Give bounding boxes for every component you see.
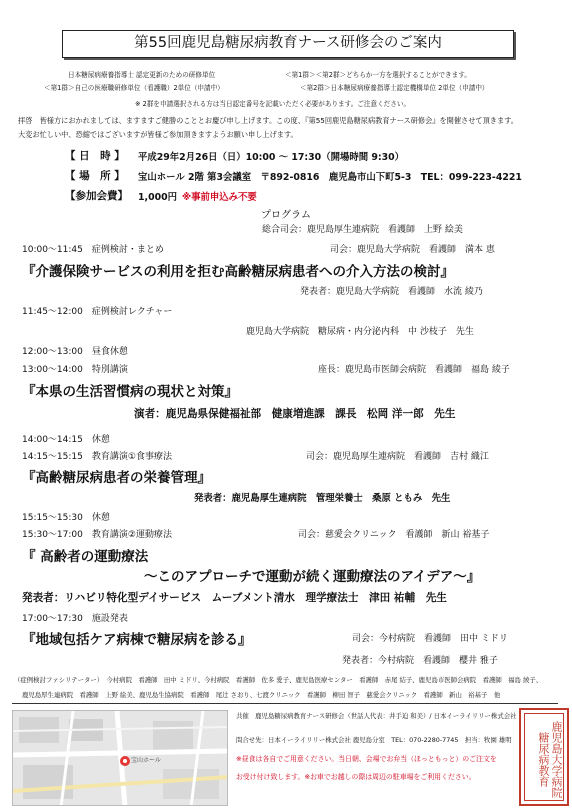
- place-value: 宝山ホール 2階 第3会議室 〒892-0816 鹿児島市山下町5-3 TEL：099-223-4221: [138, 172, 522, 183]
- s1-title: 『介護保険サービスの利用を拒む高齢糖尿病患者への介入方法の検討』: [22, 264, 454, 280]
- footer-note-2: お受け付け致します。※お車でお越しの際は周辺の駐車場をご利用ください。: [236, 773, 476, 781]
- map-block: [163, 769, 219, 799]
- credit-line-1b: ＜第1群＞＜第2群＞どちらか一方を選択することができます。: [285, 71, 471, 79]
- map-venue-label: 宝山ホール: [131, 757, 161, 764]
- s8-presenter: 発表者：リハビリ特化型デイサービス ムーブメント清水 理学療法士 津田 祐輔 先生: [22, 592, 447, 604]
- s4-moderator: 座長：鹿児島市医師会病院 看護師 福島 綾子: [318, 365, 510, 375]
- s7-time: 15:15～15:30 休憩: [22, 513, 110, 523]
- map-graphic: [13, 711, 228, 806]
- location-pin-icon: [123, 759, 127, 763]
- s9-moderator: 司会：今村病院 看護師 田中 ミドリ: [352, 634, 508, 644]
- fee-value: 1,000円: [138, 192, 178, 203]
- date-value: 平成29年2月26日（日）10:00 ～ 17:30（開場時間 9:30）: [138, 152, 405, 163]
- s8-title-line-2: ～このアプローチで運動が続く運動療法のアイデア～』: [144, 569, 481, 585]
- venue-map: [12, 710, 228, 806]
- facilitators-line-2: 鹿児島厚生連病院 看護師 上野 絵美、鹿児島生協病院 看護師 尾辻 さおり、七渡クリニック 看護師 柳田 智子 慈愛会クリニック 看護師 新山 裕基子 他: [22, 691, 501, 699]
- s4-title: 『本県の生活習慣病の現状と対策』: [22, 384, 238, 400]
- page-title: 第55回鹿児島糖尿病教育ナース研修会のご案内: [62, 30, 514, 58]
- organization-seal: [519, 708, 569, 806]
- intro-line-1: 拝啓 皆様方におかれましては、ますますご健勝のこととお慶び申し上げます。この度、『第55回鹿児島糖尿病教育ナース研修会』を開催させて頂きます。: [18, 116, 518, 125]
- s1-presenter: 発表者：鹿児島大学病院 看護師 水流 綾乃: [300, 287, 483, 297]
- credit-line-2a: ＜第1群＞自己の医療職研修単位（看護職）2単位（申請中）: [44, 84, 224, 92]
- s2-time: 11:45～12:00 症例検討レクチャー: [22, 307, 173, 317]
- s9-presenter: 発表者：今村病院 看護師 櫻井 雅子: [342, 656, 498, 666]
- map-block: [153, 721, 193, 751]
- s8-title-line-1: 『 高齢者の運動療法: [22, 549, 149, 565]
- seal-text: 鹿児島大学病院糖尿病教育: [537, 720, 563, 798]
- s4-time: 13:00～14:00 特別講演: [22, 365, 128, 375]
- s6-title: 『高齢糖尿病患者の栄養管理』: [22, 470, 211, 486]
- general-chair: 総合司会：鹿児島厚生連病院 看護師 上野 絵美: [262, 225, 463, 235]
- s2-lecturer: 鹿児島大学病院 糖尿病・内分泌内科 中 沙枝子 先生: [246, 327, 474, 337]
- date-label: 【 日 時 】: [65, 150, 125, 162]
- s9-time: 17:00～17:30 施設発表: [22, 614, 128, 624]
- s8-time: 15:30～17:00 教育講演②運動療法: [22, 530, 172, 540]
- footer-note-1: ※昼食は各自でご用意ください。当日朝、会場でお弁当（ほっともっと）のご注文を: [236, 755, 497, 763]
- fee-note: ※事前申込み不要: [182, 192, 257, 203]
- credit-line-1a: 日本糖尿病療養指導士 認定更新のための研修単位: [68, 71, 216, 79]
- footer-divider: [12, 703, 558, 704]
- s1-moderator: 司会：鹿児島大学病院 看護師 満本 恵: [330, 245, 495, 255]
- program-heading: プログラム: [261, 210, 311, 221]
- contact: 問合せ先：日本イーライリリー株式会社 鹿児島分室 TEL：070-2280-7745 担当：牧園 雄明: [236, 736, 512, 744]
- place-label: 【 場 所 】: [65, 170, 125, 182]
- fee-label: 【参加会費】: [65, 190, 128, 202]
- credit-line-2b: ＜第2群＞日本糖尿病療養指導士認定機構単位 2単位（申請中）: [300, 84, 489, 92]
- s9-title: 『地域包括ケア病棟で糖尿病を診る』: [22, 632, 252, 648]
- sponsor: 共催 鹿児島糖尿病教育ナース研修会（世話人代表：井手迫 和美）/ 日本イーライリリー株式会社: [236, 712, 517, 720]
- s6-presenter: 発表者：鹿児島厚生連病院 管理栄養士 桑原 ともみ 先生: [194, 493, 451, 504]
- s8-moderator: 司会：慈愛会クリニック 看護師 新山 裕基子: [298, 530, 490, 540]
- s5-time: 14:00～14:15 休憩: [22, 435, 110, 445]
- credit-note: ※ 2群を申請選択される方は当日認定番号を記載いただく必要があります。ご注意ください。: [135, 100, 411, 108]
- s1-time: 10:00～11:45 症例検討・まとめ: [22, 245, 164, 255]
- s4-presenter: 演者：鹿児島県保健福祉部 健康増進課 課長 松岡 洋一郎 先生: [134, 408, 456, 420]
- s6-moderator: 司会：鹿児島厚生連病院 看護師 吉村 織江: [306, 452, 489, 462]
- facilitators-line-1: （症例検討ファシリテーター） 今村病院 看護師 田中 ミドリ、今村病院 看護師 佐多 愛子、鹿児島医療センター 看護師 赤尾 結子、鹿児島市医師会病院 看護師 福島 綾子、: [14, 676, 543, 684]
- s3-time: 12:00～13:00 昼食休憩: [22, 347, 128, 357]
- intro-line-2: 大変お忙しい中、恐縮ではございますが皆様ご参加頂きますようお願い申し上げます。: [18, 130, 298, 139]
- s6-time: 14:15～15:15 教育講演①食事療法: [22, 452, 172, 462]
